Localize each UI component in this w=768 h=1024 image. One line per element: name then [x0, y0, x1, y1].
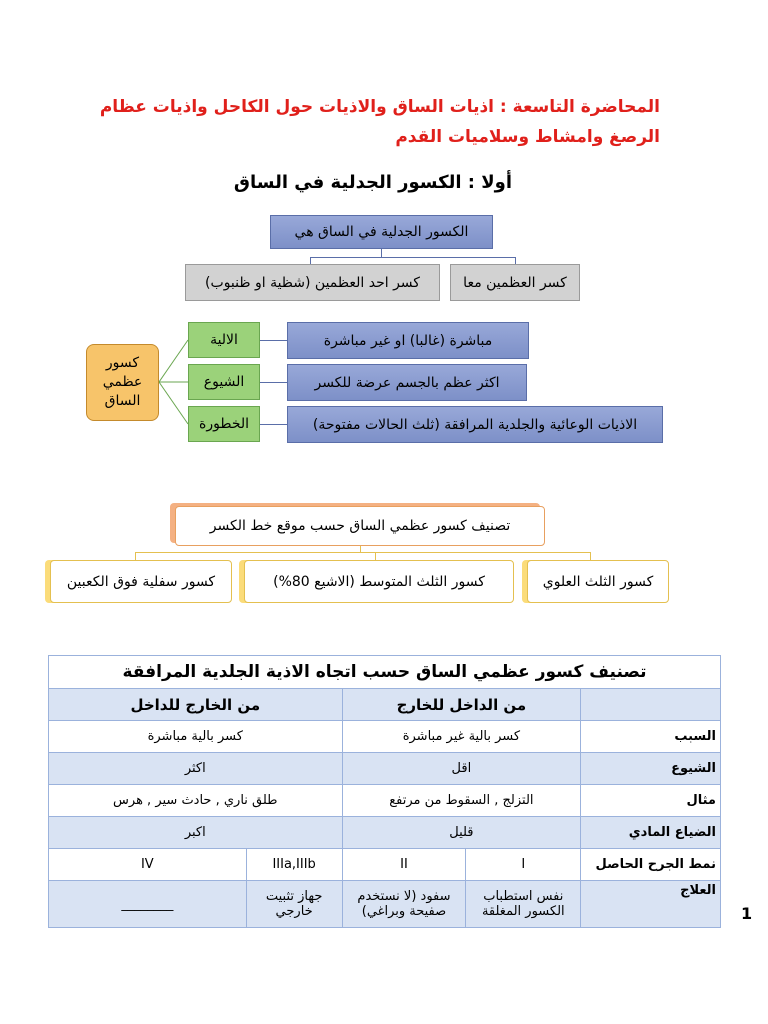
connector: [590, 552, 591, 560]
diagram2-desc-mechanism: مباشرة (غالبا) او غير مباشرة: [287, 322, 529, 359]
cell-type-4: IV: [49, 849, 247, 881]
diagram2-connectors: [159, 335, 189, 430]
cell-type-2: II: [342, 849, 466, 881]
diagram2-label-mechanism: الالية: [188, 322, 260, 358]
lecture-title: [60, 92, 660, 152]
connector: [310, 257, 515, 258]
table-row: [49, 849, 721, 881]
cell-example-out-in: طلق ناري , حادث سير , هرس: [49, 785, 343, 817]
cell-cause-out-in: كسر بالية مباشرة: [49, 721, 343, 753]
diagram2-center: كسور عظمي الساق: [86, 344, 159, 421]
table-row: [49, 753, 721, 785]
classification-table: [48, 655, 721, 928]
cell-freq-out-in: اكثر: [49, 753, 343, 785]
row-label-loss: الضياع المادي: [581, 817, 721, 849]
table-title: تصنيف كسور عظمي الساق حسب اتجاه الاذية الجلدية المرافقة: [49, 656, 721, 689]
diagram2-label-severity: الخطورة: [188, 406, 260, 442]
table-header-empty: [581, 689, 721, 721]
cell-type-1: I: [466, 849, 581, 881]
diagram2-desc-frequency: اكثر عظم بالجسم عرضة للكسر: [287, 364, 527, 401]
diagram3-child-middle: كسور الثلث المتوسط (الاشيع 80%): [244, 560, 514, 603]
cell-treat-4: ________: [49, 881, 247, 928]
connector: [260, 424, 287, 425]
connector: [381, 249, 382, 257]
cell-type-3: IIIa,IIIb: [246, 849, 342, 881]
cell-treat-3: جهاز تثبيت خارجي: [246, 881, 342, 928]
row-label-frequency: الشيوع: [581, 753, 721, 785]
connector: [515, 257, 516, 264]
table-row: [49, 881, 721, 928]
connector: [310, 257, 311, 264]
page-number: 1: [741, 904, 753, 923]
cell-freq-in-out: اقل: [342, 753, 581, 785]
diagram3-child-upper: كسور الثلث العلوي: [527, 560, 669, 603]
diagram3-child-lower: كسور سفلية فوق الكعبين: [50, 560, 232, 603]
lecture-title-line2: الرصغ وامشاط وسلاميات القدم: [395, 127, 660, 147]
cell-example-in-out: التزلج , السقوط من مرتفع: [342, 785, 581, 817]
cell-loss-out-in: اكبر: [49, 817, 343, 849]
cell-treat-1: نفس استطباب الكسور المغلقة: [466, 881, 581, 928]
table-row: [49, 785, 721, 817]
lecture-title-line1: المحاضرة التاسعة : اذيات الساق والاذيات حول الكاحل واذيات عظام: [99, 97, 660, 117]
connector: [260, 340, 287, 341]
table-header-in-out: من الداخل للخارج: [342, 689, 581, 721]
diagram1-root: الكسور الجدلية في الساق هي: [270, 215, 493, 249]
connector: [260, 382, 287, 383]
row-label-treatment: العلاج: [581, 881, 721, 928]
cell-treat-2: سفود (لا نستخدم صفيحة وبراغي): [342, 881, 466, 928]
table-row: [49, 721, 721, 753]
row-label-wound-type: نمط الجرح الحاصل: [581, 849, 721, 881]
table-header-out-in: من الخارج للداخل: [49, 689, 343, 721]
section-title: أولا : الكسور الجدلية في الساق: [233, 172, 512, 193]
table-row: [49, 817, 721, 849]
diagram1-right-child: كسر العظمين معا: [450, 264, 580, 301]
diagram1-left-child: كسر احد العظمين (شظية او ظنبوب): [185, 264, 440, 301]
cell-cause-in-out: كسر بالية غير مباشرة: [342, 721, 581, 753]
cell-loss-in-out: قليل: [342, 817, 581, 849]
row-label-cause: السبب: [581, 721, 721, 753]
row-label-example: مثال: [581, 785, 721, 817]
connector: [135, 552, 136, 560]
connector: [375, 552, 376, 560]
diagram2-label-frequency: الشيوع: [188, 364, 260, 400]
connector: [135, 552, 591, 553]
diagram3-root: تصنيف كسور عظمي الساق حسب موقع خط الكسر: [175, 506, 545, 546]
diagram2-desc-severity: الاذيات الوعائية والجلدية المرافقة (ثلث الحالات مفتوحة): [287, 406, 663, 443]
